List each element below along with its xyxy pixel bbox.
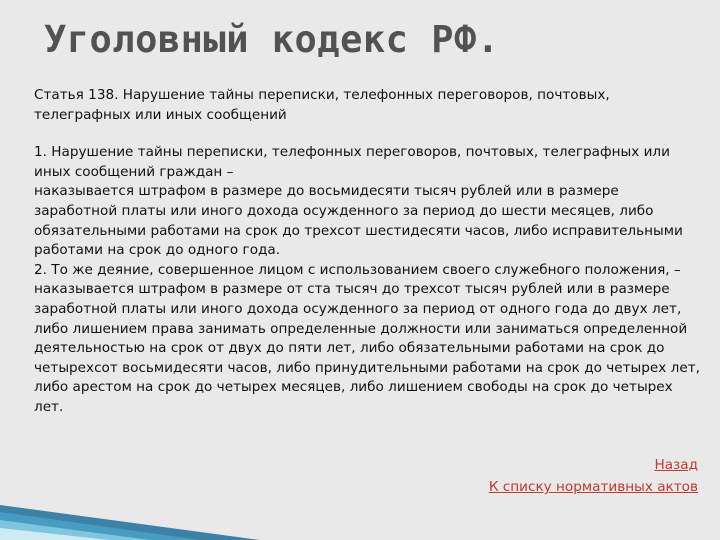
normative-acts-list-link[interactable]: К списку нормативных актов [488,479,698,495]
article-body [34,86,704,418]
back-link[interactable]: Назад [654,457,698,473]
page-title: Уголовный кодекс РФ. [44,18,500,61]
clause-paragraph: наказывается штрафом в размере до восьмидесяти тысяч рублей или в размере заработной платы или иного дохода осужденного за период до шести месяцев, либо обязательными работами на срок до трехсот шестидесяти часов, либо исправительными работами на срок до одного года. [34,183,683,259]
corner-stripes-decoration [0,450,260,540]
navigation-links [489,454,698,498]
clause-paragraph: 2. То же деяние, совершенное лицом с использованием своего служебного положения, – [34,261,681,278]
clause-paragraph: 1. Нарушение тайны переписки, телефонных переговоров, почтовых, телеграфных или иных сообщений граждан – [34,144,670,180]
article-heading: Статья 138. Нарушение тайны переписки, телефонных переговоров, почтовых, телеграфных или иных сообщений [34,87,610,123]
clause-paragraph: наказывается штрафом в размере от ста тысяч до трехсот тысяч рублей или в размере заработной платы или иного дохода осужденного за период от одного года до двух лет, либо лишением права занимать определенные должности или заниматься определенной деятельностью на срок от двух до пяти лет, либо обязательными работами на срок до четырехсот восьмидесяти часов, либо принудительными работами на срок до четырех лет, либо арестом на срок до четырех месяцев, либо лишением свободы на срок до четырех лет. [34,281,700,415]
